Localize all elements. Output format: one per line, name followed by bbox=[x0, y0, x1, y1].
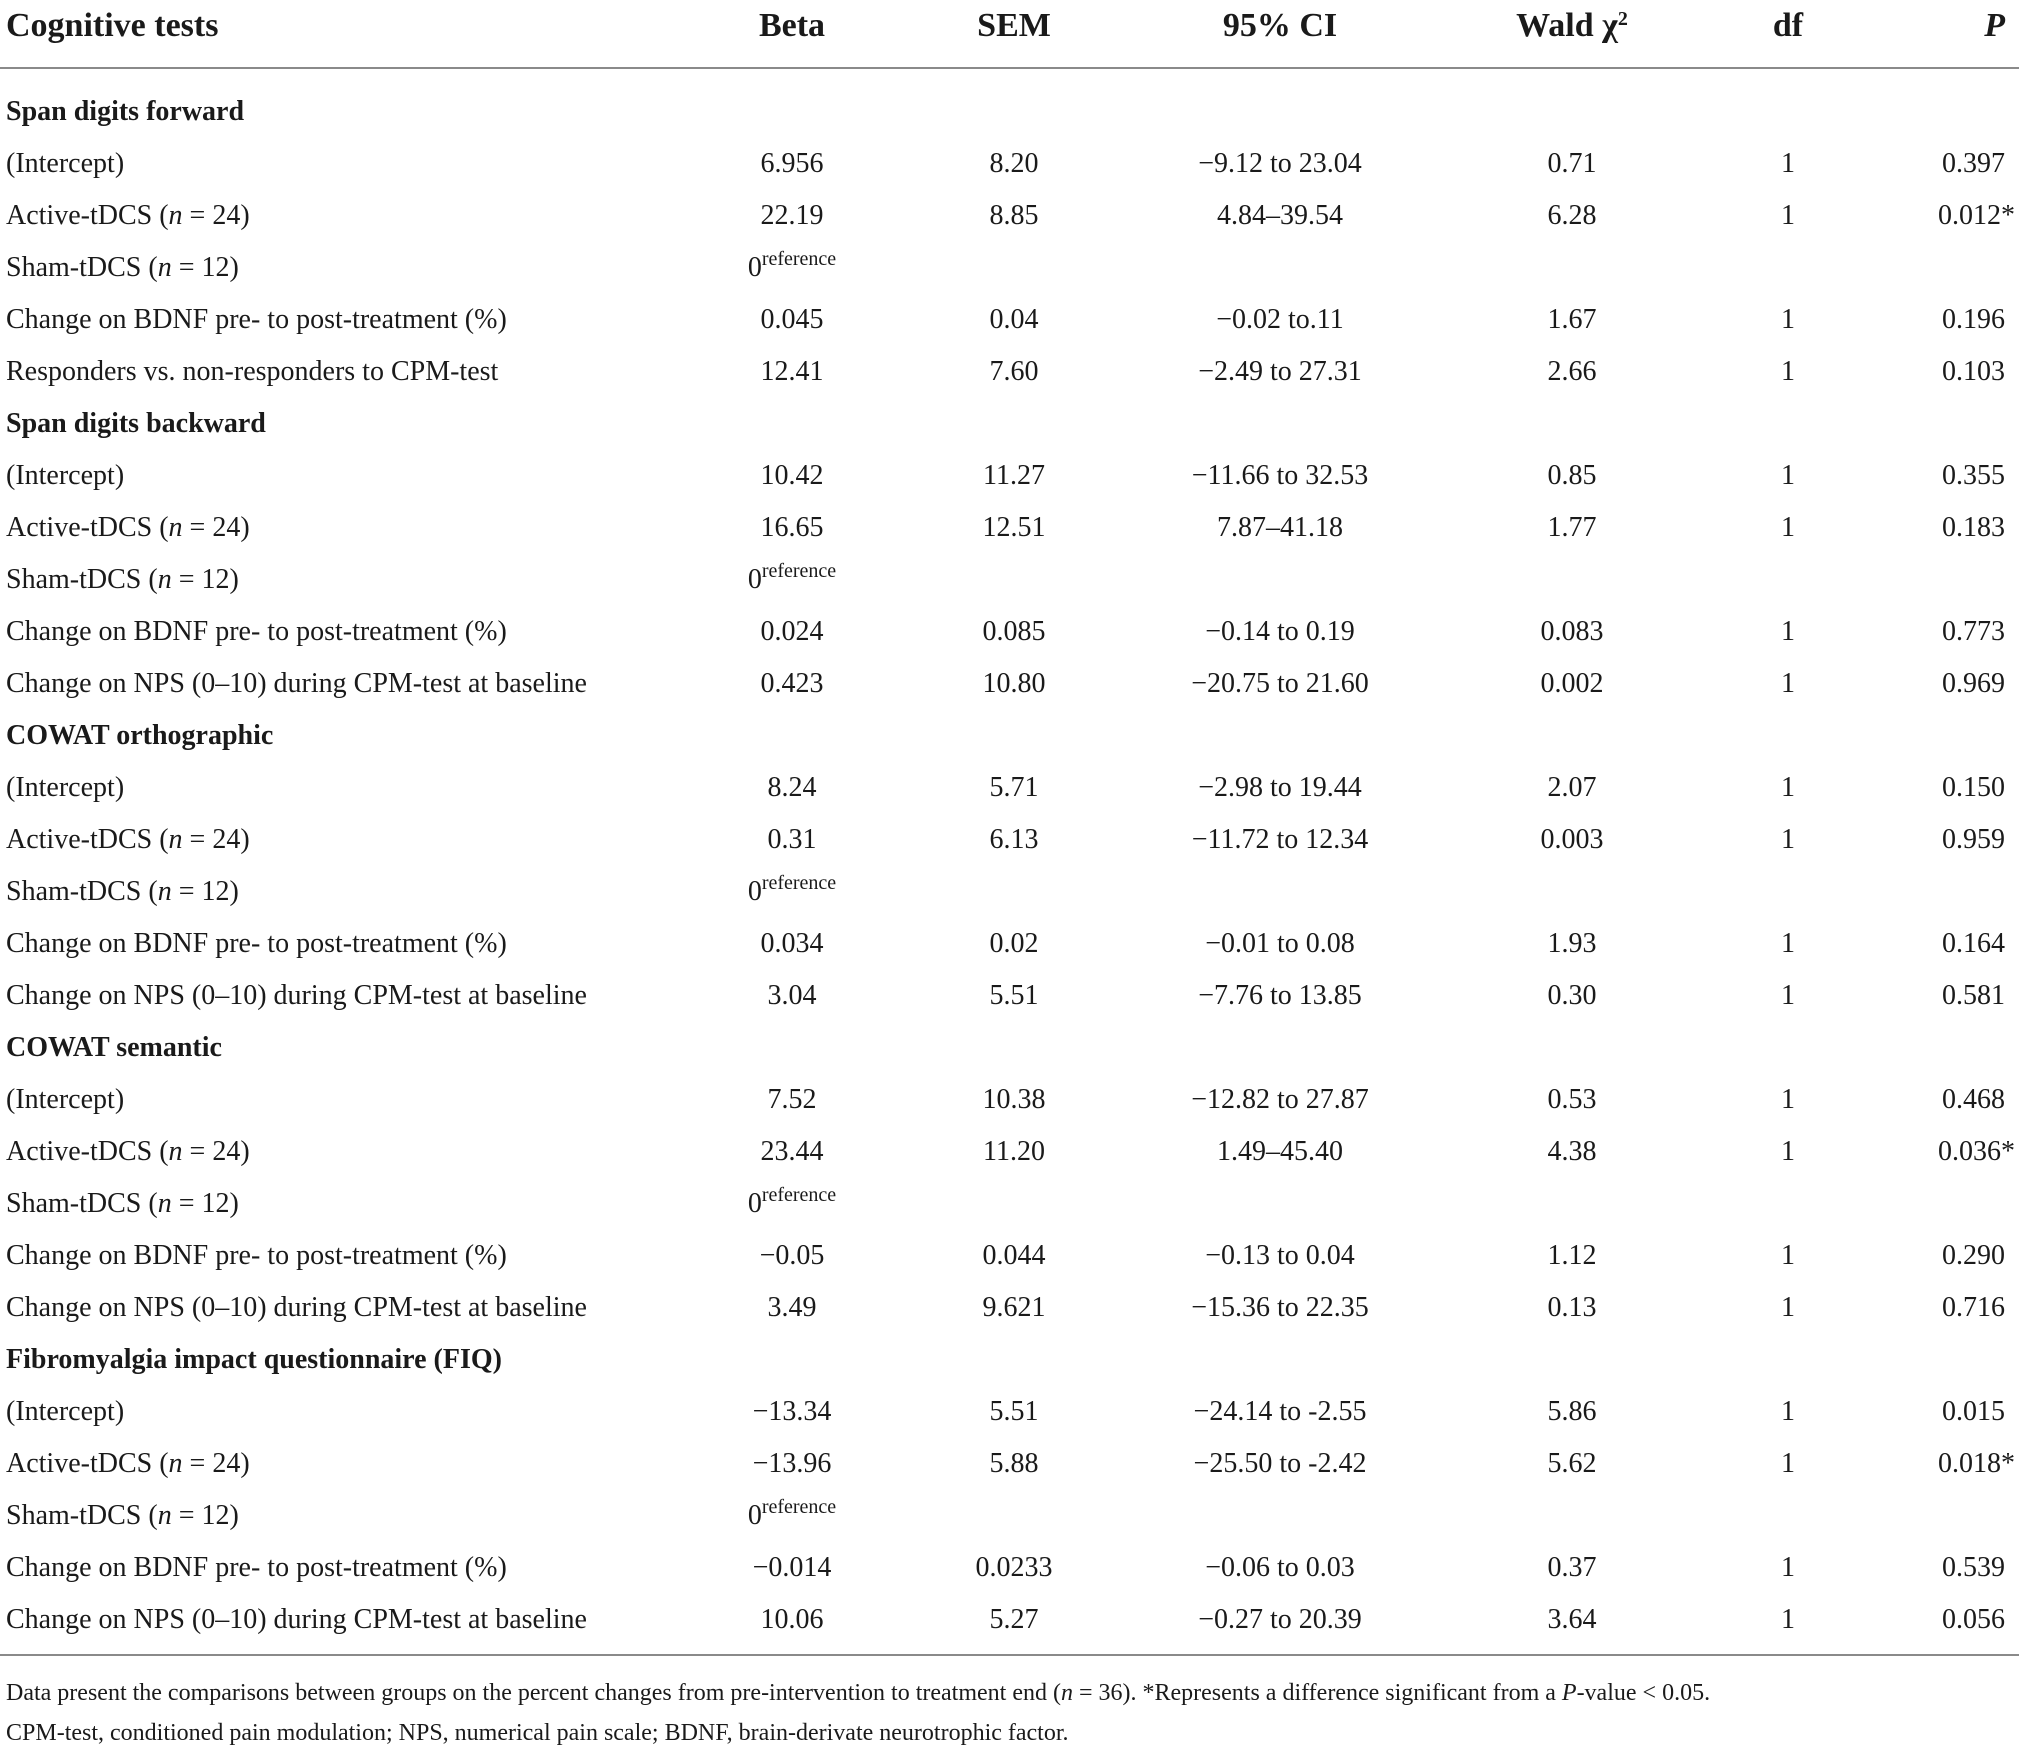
row-label: Change on BDNF pre- to post-treatment (%) bbox=[6, 928, 507, 959]
cell-wald: 4.38 bbox=[1547, 1136, 1597, 1167]
cell-wald: 0.85 bbox=[1547, 460, 1597, 491]
row-label-text: = 24) bbox=[182, 1448, 250, 1479]
row-label bbox=[6, 560, 239, 600]
cell-beta: 23.44 bbox=[760, 1136, 824, 1167]
cell-beta: 0.024 bbox=[760, 616, 824, 647]
cell-p: 0.183 bbox=[1942, 512, 2005, 543]
cell-ci: −0.06 to 0.03 bbox=[1205, 1552, 1355, 1583]
cell-beta: −13.34 bbox=[752, 1396, 832, 1427]
cell-beta bbox=[748, 248, 836, 288]
cell-beta bbox=[748, 560, 836, 600]
beta-value: 0 bbox=[747, 1500, 762, 1531]
cell-df: 1 bbox=[1781, 512, 1795, 543]
cell-sem: 5.51 bbox=[989, 1396, 1039, 1427]
cell-beta: 0.045 bbox=[760, 304, 824, 335]
table-row bbox=[0, 296, 2019, 348]
row-label-n: n bbox=[168, 200, 183, 231]
table-row bbox=[0, 452, 2019, 504]
cell-df: 1 bbox=[1781, 1292, 1795, 1323]
section-row bbox=[0, 1024, 2019, 1076]
row-label-text: Sham-tDCS ( bbox=[6, 252, 158, 283]
section-title: Fibromyalgia impact questionnaire (FIQ) bbox=[6, 1344, 502, 1375]
section-title: Span digits backward bbox=[6, 408, 266, 439]
cell-sem: 0.0233 bbox=[975, 1552, 1053, 1583]
cell-p: 0.018* bbox=[1938, 1448, 2015, 1479]
row-label-text: Active-tDCS ( bbox=[6, 824, 169, 855]
cell-ci: −15.36 to 22.35 bbox=[1191, 1292, 1369, 1323]
cell-beta: 12.41 bbox=[760, 356, 824, 387]
footnote-line-2: CPM-test, conditioned pain modulation; NPS, numerical pain scale; BDNF, brain-derivate neurotrophic factor. bbox=[6, 1720, 1069, 1746]
cell-beta: −13.96 bbox=[752, 1448, 832, 1479]
cell-df: 1 bbox=[1781, 200, 1795, 231]
row-label bbox=[6, 248, 239, 288]
cell-wald: 0.003 bbox=[1540, 824, 1604, 855]
cell-ci: −7.76 to 13.85 bbox=[1198, 980, 1362, 1011]
cell-wald: 3.64 bbox=[1547, 1604, 1597, 1635]
row-label-n: n bbox=[157, 876, 172, 907]
cell-wald: 5.86 bbox=[1547, 1396, 1597, 1427]
row-label bbox=[6, 1184, 239, 1224]
row-label-text: = 12) bbox=[171, 1500, 239, 1531]
table-row bbox=[0, 192, 2019, 244]
cell-sem: 11.27 bbox=[983, 460, 1045, 491]
row-label-text: = 24) bbox=[182, 200, 250, 231]
cell-ci: 7.87–41.18 bbox=[1217, 512, 1343, 543]
table-row bbox=[0, 972, 2019, 1024]
cell-p: 0.468 bbox=[1942, 1084, 2005, 1115]
cell-p: 0.164 bbox=[1942, 928, 2005, 959]
cell-sem: 5.51 bbox=[989, 980, 1039, 1011]
cell-df: 1 bbox=[1781, 356, 1795, 387]
cell-df: 1 bbox=[1781, 1136, 1795, 1167]
cell-sem: 5.27 bbox=[989, 1604, 1039, 1635]
cell-sem: 10.80 bbox=[982, 668, 1046, 699]
row-label: (Intercept) bbox=[6, 772, 125, 803]
col-header-wald bbox=[1516, 6, 1628, 46]
row-label-n: n bbox=[157, 252, 172, 283]
col-header-df: df bbox=[1772, 7, 1804, 44]
cell-sem: 8.85 bbox=[989, 200, 1039, 231]
table-row bbox=[0, 1596, 2019, 1648]
row-label: (Intercept) bbox=[6, 460, 125, 491]
row-label-text: Active-tDCS ( bbox=[6, 1136, 169, 1167]
row-label-text: = 12) bbox=[171, 1188, 239, 1219]
row-label bbox=[6, 508, 250, 548]
col-header-sem: SEM bbox=[977, 7, 1051, 44]
section-row bbox=[0, 712, 2019, 764]
cell-beta: 10.42 bbox=[760, 460, 824, 491]
footnote-p: P bbox=[1561, 1680, 1577, 1706]
cell-wald: 1.93 bbox=[1547, 928, 1597, 959]
row-label-text: = 24) bbox=[182, 824, 250, 855]
cell-sem: 9.621 bbox=[982, 1292, 1046, 1323]
beta-reference-superscript: reference bbox=[761, 1184, 837, 1206]
table-row bbox=[0, 764, 2019, 816]
table-row bbox=[0, 1388, 2019, 1440]
row-label: Change on NPS (0–10) during CPM-test at baseline bbox=[6, 1604, 587, 1635]
cell-p: 0.290 bbox=[1942, 1240, 2005, 1271]
cell-p: 0.355 bbox=[1942, 460, 2005, 491]
cell-p: 0.036* bbox=[1938, 1136, 2015, 1167]
footnote-n: n bbox=[1060, 1680, 1073, 1706]
wald-label: Wald χ bbox=[1516, 7, 1618, 44]
table-row bbox=[0, 1076, 2019, 1128]
row-label: Change on BDNF pre- to post-treatment (%) bbox=[6, 304, 507, 335]
cell-df: 1 bbox=[1781, 460, 1795, 491]
cell-wald: 0.53 bbox=[1547, 1084, 1597, 1115]
row-label: Responders vs. non-responders to CPM-test bbox=[6, 356, 499, 387]
row-label bbox=[6, 872, 239, 912]
cell-df: 1 bbox=[1781, 1396, 1795, 1427]
row-label-n: n bbox=[168, 824, 183, 855]
row-label-text: Active-tDCS ( bbox=[6, 512, 169, 543]
cell-beta: 8.24 bbox=[767, 772, 817, 803]
row-label-n: n bbox=[157, 1188, 172, 1219]
section-title: Span digits forward bbox=[6, 96, 245, 127]
cell-ci: −2.98 to 19.44 bbox=[1198, 772, 1362, 803]
row-label: Change on NPS (0–10) during CPM-test at baseline bbox=[6, 1292, 587, 1323]
table-row bbox=[0, 1180, 2019, 1232]
row-label bbox=[6, 1444, 250, 1484]
cell-p: 0.150 bbox=[1942, 772, 2005, 803]
table-row bbox=[0, 660, 2019, 712]
table-row bbox=[0, 1440, 2019, 1492]
beta-reference-superscript: reference bbox=[761, 1496, 837, 1518]
cell-ci: −0.27 to 20.39 bbox=[1198, 1604, 1362, 1635]
row-label: Change on BDNF pre- to post-treatment (%) bbox=[6, 1240, 507, 1271]
cell-beta: 6.956 bbox=[760, 148, 824, 179]
cell-wald: 1.77 bbox=[1547, 512, 1597, 543]
cell-sem: 0.044 bbox=[982, 1240, 1046, 1271]
beta-reference-superscript: reference bbox=[761, 560, 837, 582]
row-label-text: Sham-tDCS ( bbox=[6, 1500, 158, 1531]
cell-ci: −24.14 to -2.55 bbox=[1193, 1396, 1367, 1427]
cell-ci: −11.72 to 12.34 bbox=[1191, 824, 1369, 855]
cell-df: 1 bbox=[1781, 980, 1795, 1011]
table-row bbox=[0, 1492, 2019, 1544]
table-row bbox=[0, 816, 2019, 868]
section-row bbox=[0, 400, 2019, 452]
table-row bbox=[0, 1128, 2019, 1180]
table-row bbox=[0, 1284, 2019, 1336]
cell-beta: −0.014 bbox=[752, 1552, 832, 1583]
cell-ci: 1.49–45.40 bbox=[1217, 1136, 1343, 1167]
table-row bbox=[0, 348, 2019, 400]
row-label-n: n bbox=[157, 1500, 172, 1531]
cell-ci: −0.14 to 0.19 bbox=[1205, 616, 1355, 647]
row-label-text: = 24) bbox=[182, 1136, 250, 1167]
cell-wald: 0.002 bbox=[1540, 668, 1604, 699]
cell-wald: 1.67 bbox=[1547, 304, 1597, 335]
row-label-n: n bbox=[168, 1136, 183, 1167]
cell-wald: 6.28 bbox=[1547, 200, 1597, 231]
cell-beta: 3.49 bbox=[767, 1292, 817, 1323]
row-label: Change on NPS (0–10) during CPM-test at baseline bbox=[6, 668, 587, 699]
cell-ci: −11.66 to 32.53 bbox=[1191, 460, 1369, 491]
table-row bbox=[0, 504, 2019, 556]
row-label: (Intercept) bbox=[6, 1084, 125, 1115]
row-label-text: = 12) bbox=[171, 252, 239, 283]
cell-wald: 0.13 bbox=[1547, 1292, 1597, 1323]
cell-beta: 0.423 bbox=[760, 668, 824, 699]
row-label bbox=[6, 1496, 239, 1536]
cell-p: 0.539 bbox=[1942, 1552, 2005, 1583]
section-title: COWAT orthographic bbox=[6, 720, 274, 751]
beta-value: 0 bbox=[747, 564, 762, 595]
cell-beta bbox=[748, 872, 836, 912]
cell-p: 0.012* bbox=[1938, 200, 2015, 231]
cell-p: 0.015 bbox=[1942, 1396, 2005, 1427]
cell-p: 0.773 bbox=[1942, 616, 2005, 647]
cell-df: 1 bbox=[1781, 616, 1795, 647]
cell-ci: −25.50 to -2.42 bbox=[1193, 1448, 1367, 1479]
row-label-text: Sham-tDCS ( bbox=[6, 564, 158, 595]
cell-p: 0.103 bbox=[1942, 356, 2005, 387]
cell-beta: 22.19 bbox=[760, 200, 824, 231]
cell-beta: −0.05 bbox=[759, 1240, 825, 1271]
beta-value: 0 bbox=[747, 252, 762, 283]
header-rule bbox=[0, 67, 2019, 69]
cell-sem: 5.71 bbox=[989, 772, 1039, 803]
cell-beta: 10.06 bbox=[760, 1604, 824, 1635]
cell-df: 1 bbox=[1781, 304, 1795, 335]
cell-wald: 1.12 bbox=[1547, 1240, 1597, 1271]
cell-df: 1 bbox=[1781, 1448, 1795, 1479]
row-label bbox=[6, 1132, 250, 1172]
row-label: (Intercept) bbox=[6, 148, 125, 179]
col-header-beta: Beta bbox=[758, 7, 826, 44]
cell-sem: 5.88 bbox=[989, 1448, 1039, 1479]
cell-p: 0.969 bbox=[1942, 668, 2005, 699]
cell-beta bbox=[748, 1496, 836, 1536]
table-row bbox=[0, 920, 2019, 972]
cell-beta: 16.65 bbox=[760, 512, 824, 543]
section-row bbox=[0, 1336, 2019, 1388]
col-header-test: Cognitive tests bbox=[6, 7, 219, 44]
row-label-n: n bbox=[168, 1448, 183, 1479]
beta-reference-superscript: reference bbox=[761, 872, 837, 894]
cell-df: 1 bbox=[1781, 148, 1795, 179]
table-header bbox=[0, 0, 2019, 66]
cell-sem: 0.04 bbox=[989, 304, 1039, 335]
row-label-text: Sham-tDCS ( bbox=[6, 876, 158, 907]
cell-ci: −20.75 to 21.60 bbox=[1191, 668, 1369, 699]
footnote-line-1 bbox=[6, 1674, 2011, 1712]
cell-wald: 0.37 bbox=[1547, 1552, 1597, 1583]
section-row bbox=[0, 88, 2019, 140]
cell-df: 1 bbox=[1781, 928, 1795, 959]
cell-ci: −0.13 to 0.04 bbox=[1205, 1240, 1355, 1271]
cell-df: 1 bbox=[1781, 1240, 1795, 1271]
cell-ci: −9.12 to 23.04 bbox=[1198, 148, 1362, 179]
row-label bbox=[6, 196, 250, 236]
table-row bbox=[0, 608, 2019, 660]
row-label: Change on BDNF pre- to post-treatment (%) bbox=[6, 1552, 507, 1583]
cell-ci: −0.01 to 0.08 bbox=[1205, 928, 1355, 959]
cell-p: 0.397 bbox=[1942, 148, 2005, 179]
cell-wald: 0.30 bbox=[1547, 980, 1597, 1011]
section-title: COWAT semantic bbox=[6, 1032, 222, 1063]
cell-sem: 10.38 bbox=[982, 1084, 1046, 1115]
cell-ci: −0.02 to.11 bbox=[1216, 304, 1344, 335]
cell-ci: −2.49 to 27.31 bbox=[1198, 356, 1362, 387]
row-label-text: Active-tDCS ( bbox=[6, 200, 169, 231]
footnote-text: = 36). *Represents a difference significant from a bbox=[1072, 1680, 1562, 1706]
cell-p: 0.716 bbox=[1942, 1292, 2005, 1323]
beta-reference-superscript: reference bbox=[761, 248, 837, 270]
row-label-n: n bbox=[157, 564, 172, 595]
cell-beta: 3.04 bbox=[767, 980, 817, 1011]
cell-df: 1 bbox=[1781, 1552, 1795, 1583]
col-header-ci: 95% CI bbox=[1222, 7, 1338, 44]
col-header-p: P bbox=[1984, 7, 2005, 44]
table-row bbox=[0, 140, 2019, 192]
cell-sem: 0.085 bbox=[982, 616, 1046, 647]
footnote-text: -value < 0.05. bbox=[1576, 1680, 1711, 1706]
row-label-text: Active-tDCS ( bbox=[6, 1448, 169, 1479]
row-label-n: n bbox=[168, 512, 183, 543]
cell-sem: 0.02 bbox=[989, 928, 1039, 959]
cell-wald: 0.71 bbox=[1547, 148, 1597, 179]
cell-df: 1 bbox=[1781, 1084, 1795, 1115]
cell-df: 1 bbox=[1781, 1604, 1795, 1635]
table-row bbox=[0, 1544, 2019, 1596]
bottom-rule bbox=[0, 1654, 2019, 1656]
cell-wald: 5.62 bbox=[1547, 1448, 1597, 1479]
table-row bbox=[0, 1232, 2019, 1284]
cell-sem: 12.51 bbox=[982, 512, 1046, 543]
cell-p: 0.959 bbox=[1942, 824, 2005, 855]
cell-ci: −12.82 to 27.87 bbox=[1191, 1084, 1369, 1115]
cell-wald: 2.66 bbox=[1547, 356, 1597, 387]
row-label-text: = 24) bbox=[182, 512, 250, 543]
cell-sem: 6.13 bbox=[989, 824, 1039, 855]
row-label-text: = 12) bbox=[171, 564, 239, 595]
row-label: Change on NPS (0–10) during CPM-test at baseline bbox=[6, 980, 587, 1011]
table-row bbox=[0, 244, 2019, 296]
row-label bbox=[6, 820, 250, 860]
row-label: (Intercept) bbox=[6, 1396, 125, 1427]
cell-beta: 7.52 bbox=[767, 1084, 817, 1115]
cell-ci: 4.84–39.54 bbox=[1217, 200, 1343, 231]
row-label: Change on BDNF pre- to post-treatment (%) bbox=[6, 616, 507, 647]
cell-beta: 0.034 bbox=[760, 928, 824, 959]
cell-sem: 11.20 bbox=[983, 1136, 1045, 1167]
cell-df: 1 bbox=[1781, 668, 1795, 699]
table-row bbox=[0, 868, 2019, 920]
beta-value: 0 bbox=[747, 876, 762, 907]
cell-sem: 7.60 bbox=[989, 356, 1039, 387]
wald-superscript: 2 bbox=[1617, 8, 1628, 30]
cell-p: 0.581 bbox=[1942, 980, 2005, 1011]
cell-p: 0.056 bbox=[1942, 1604, 2005, 1635]
row-label-text: Sham-tDCS ( bbox=[6, 1188, 158, 1219]
table-row bbox=[0, 556, 2019, 608]
cell-df: 1 bbox=[1781, 772, 1795, 803]
row-label-text: = 12) bbox=[171, 876, 239, 907]
cell-sem: 8.20 bbox=[989, 148, 1039, 179]
cell-wald: 2.07 bbox=[1547, 772, 1597, 803]
footnote-text: Data present the comparisons between groups on the percent changes from pre-intervention to treatment end ( bbox=[6, 1680, 1061, 1706]
cell-beta: 0.31 bbox=[767, 824, 817, 855]
beta-value: 0 bbox=[747, 1188, 762, 1219]
cell-beta bbox=[748, 1184, 836, 1224]
cell-wald: 0.083 bbox=[1540, 616, 1604, 647]
cell-p: 0.196 bbox=[1942, 304, 2005, 335]
cell-df: 1 bbox=[1781, 824, 1795, 855]
